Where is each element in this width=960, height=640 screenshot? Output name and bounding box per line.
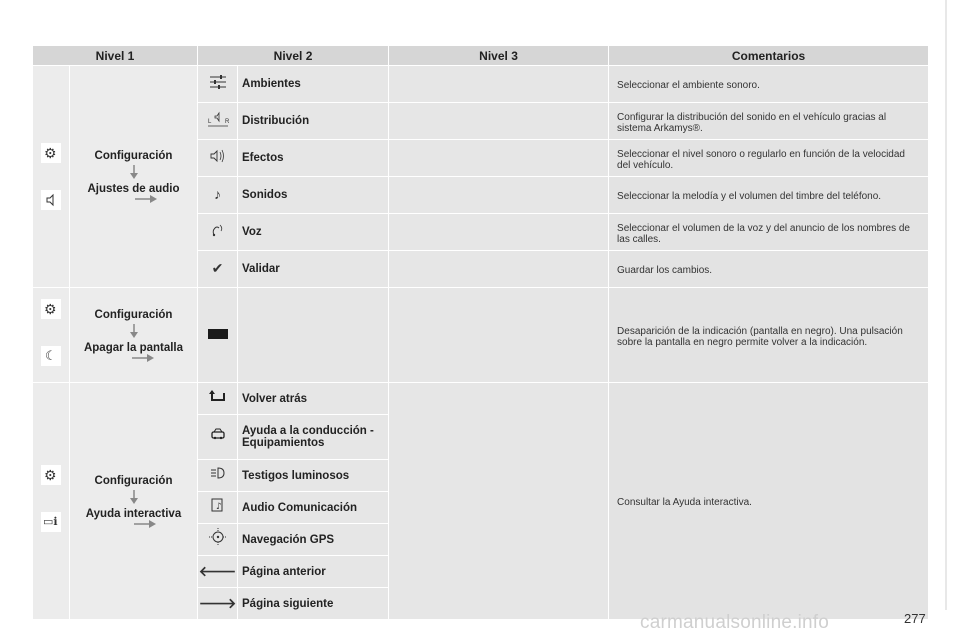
level2-bottom-label: Ayuda interactiva bbox=[85, 507, 182, 520]
level2-option-label: Validar bbox=[238, 251, 389, 288]
comment-cell: Guardar los cambios. bbox=[609, 251, 929, 288]
level1-icons-screen bbox=[33, 288, 70, 383]
arrow-right-icon bbox=[132, 354, 154, 362]
level2-option-label: Ayuda a la conducción - Equipamientos bbox=[238, 415, 389, 460]
arrow-right-icon bbox=[134, 520, 156, 528]
level2-option-label: Página siguiente bbox=[238, 588, 389, 620]
black-screen-icon bbox=[198, 288, 238, 383]
page-number: 277 bbox=[904, 611, 926, 626]
level2-option-label: Voz bbox=[238, 214, 389, 251]
arrow-down-icon bbox=[128, 165, 140, 179]
nivel3-cell bbox=[389, 177, 609, 214]
arrow-down-icon bbox=[128, 324, 140, 338]
header-nivel1: Nivel 1 bbox=[33, 46, 198, 66]
header-comentarios: Comentarios bbox=[609, 46, 929, 66]
audio-phone-icon bbox=[198, 492, 238, 524]
gear-icon: ⚙ bbox=[41, 299, 61, 319]
settings-table bbox=[32, 45, 929, 620]
sound-distribution-icon bbox=[198, 103, 238, 140]
help-icon: ▭ℹ bbox=[41, 512, 61, 532]
volume-effects-icon bbox=[198, 140, 238, 177]
nivel3-cell bbox=[389, 251, 609, 288]
arrow-down-icon bbox=[128, 490, 140, 504]
nivel3-cell bbox=[389, 288, 609, 383]
table-row bbox=[33, 383, 929, 415]
comment-cell: Seleccionar el ambiente sonoro. bbox=[609, 66, 929, 103]
level2-top-label: Configuración bbox=[94, 150, 173, 162]
level2-option-empty bbox=[238, 288, 389, 383]
header-nivel3: Nivel 3 bbox=[389, 46, 609, 66]
nivel3-cell bbox=[389, 140, 609, 177]
comment-cell: Seleccionar el nivel sonoro o regularlo en función de la velocidad del vehículo. bbox=[609, 140, 929, 177]
equalizer-icon bbox=[198, 66, 238, 103]
checkmark-icon: ✔ bbox=[198, 251, 238, 288]
nivel3-cell bbox=[389, 214, 609, 251]
nivel3-cell bbox=[389, 383, 609, 620]
level2-option-label: Efectos bbox=[238, 140, 389, 177]
level2-option-label: Volver atrás bbox=[238, 383, 389, 415]
comment-cell: Seleccionar la melodía y el volumen del timbre del teléfono. bbox=[609, 177, 929, 214]
level2-option-label: Página anterior bbox=[238, 556, 389, 588]
level2-option-label: Sonidos bbox=[238, 177, 389, 214]
car-icon bbox=[198, 415, 238, 460]
level2-bottom-label: Ajustes de audio bbox=[87, 183, 180, 195]
level2-screen bbox=[70, 288, 198, 383]
level1-icons-help bbox=[33, 383, 70, 620]
return-icon bbox=[198, 383, 238, 415]
page-edge-rule bbox=[945, 0, 947, 610]
arrow-left-icon: 🡐 bbox=[198, 556, 238, 588]
comment-cell: Configurar la distribución del sonido en el vehículo gracias al sistema Arkamys®. bbox=[609, 103, 929, 140]
level2-option-label: Audio Comunicación bbox=[238, 492, 389, 524]
svg-text:L: L bbox=[207, 118, 211, 125]
comment-cell: Desaparición de la indicación (pantalla en negro). Una pulsación sobre la pantalla en negro permite volver a la indicación. bbox=[609, 288, 929, 383]
header-nivel2: Nivel 2 bbox=[198, 46, 389, 66]
table-row bbox=[33, 66, 929, 103]
arrow-right-icon: 🡒 bbox=[198, 588, 238, 620]
level2-option-label: Ambientes bbox=[238, 66, 389, 103]
gear-icon: ⚙ bbox=[41, 465, 61, 485]
arrow-right-icon bbox=[135, 195, 157, 203]
voice-icon bbox=[198, 214, 238, 251]
comment-cell: Seleccionar el volumen de la voz y del anuncio de los nombres de las calles. bbox=[609, 214, 929, 251]
level2-option-label: Distribución bbox=[238, 103, 389, 140]
level2-option-label: Testigos luminosos bbox=[238, 460, 389, 492]
gear-icon: ⚙ bbox=[41, 143, 61, 163]
nivel3-cell bbox=[389, 66, 609, 103]
table-row bbox=[33, 288, 929, 383]
watermark: carmanualsonline.info bbox=[640, 612, 830, 633]
table-header-row bbox=[33, 46, 929, 66]
level1-icons-audio bbox=[33, 66, 70, 288]
level2-option-label: Navegación GPS bbox=[238, 524, 389, 556]
level2-help bbox=[70, 383, 198, 620]
moon-icon: ☾ bbox=[41, 346, 61, 366]
nivel3-cell bbox=[389, 103, 609, 140]
level2-top-label: Configuración bbox=[94, 474, 173, 487]
music-note-icon: ♪ bbox=[198, 177, 238, 214]
svg-text:R: R bbox=[224, 118, 229, 125]
level2-audio bbox=[70, 66, 198, 288]
indicator-lights-icon bbox=[198, 460, 238, 492]
gps-target-icon bbox=[198, 524, 238, 556]
comment-cell: Consultar la Ayuda interactiva. bbox=[609, 383, 929, 620]
speaker-icon bbox=[41, 190, 61, 210]
level2-top-label: Configuración bbox=[94, 308, 173, 321]
level2-bottom-label: Apagar la pantalla bbox=[83, 341, 184, 354]
svg-text:♪: ♪ bbox=[215, 502, 222, 512]
